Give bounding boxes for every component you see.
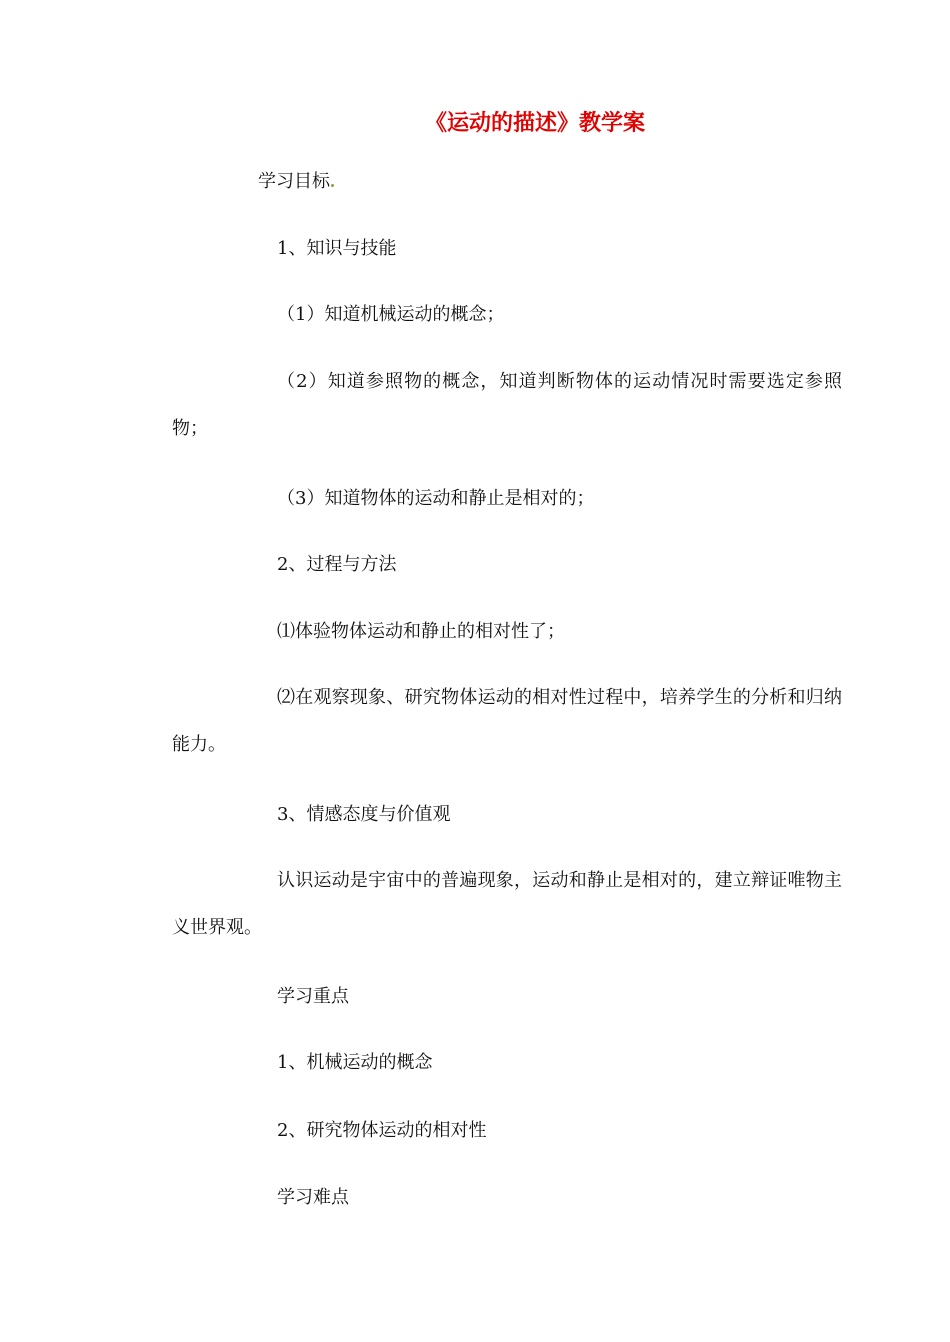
section-2-item-1: ⑴体验物体运动和静止的相对性了； bbox=[277, 621, 565, 642]
focus-item-2: 2、研究物体运动的相对性 bbox=[277, 1120, 487, 1141]
focus-heading: 学习重点 bbox=[277, 986, 349, 1007]
difficulty-heading: 学习难点 bbox=[277, 1187, 349, 1208]
section-3-heading: 3、情感态度与价值观 bbox=[277, 804, 451, 825]
section-1-heading: 1、知识与技能 bbox=[277, 238, 397, 259]
section-3-text: 认识运动是宇宙中的普遍现象，运动和静止是相对的，建立辩证唯物主义世界观。 bbox=[172, 870, 842, 938]
objectives-heading-row bbox=[258, 169, 334, 195]
section-2-heading: 2、过程与方法 bbox=[277, 554, 397, 575]
objectives-heading: 学习目标 bbox=[258, 171, 330, 192]
document-title: 《运动的描述》教学案 bbox=[424, 111, 645, 136]
section-2-item-2: ⑵在观察现象、研究物体运动的相对性过程中，培养学生的分析和归纳能力。 bbox=[172, 687, 842, 755]
focus-item-1: 1、机械运动的概念 bbox=[277, 1052, 433, 1073]
dot-mark-icon bbox=[331, 184, 334, 187]
section-1-item-2: （2）知道参照物的概念，知道判断物体的运动情况时需要选定参照物； bbox=[172, 371, 842, 439]
section-1-item-3: （3）知道物体的运动和静止是相对的； bbox=[277, 488, 595, 509]
section-1-item-1: （1）知道机械运动的概念； bbox=[277, 304, 505, 325]
